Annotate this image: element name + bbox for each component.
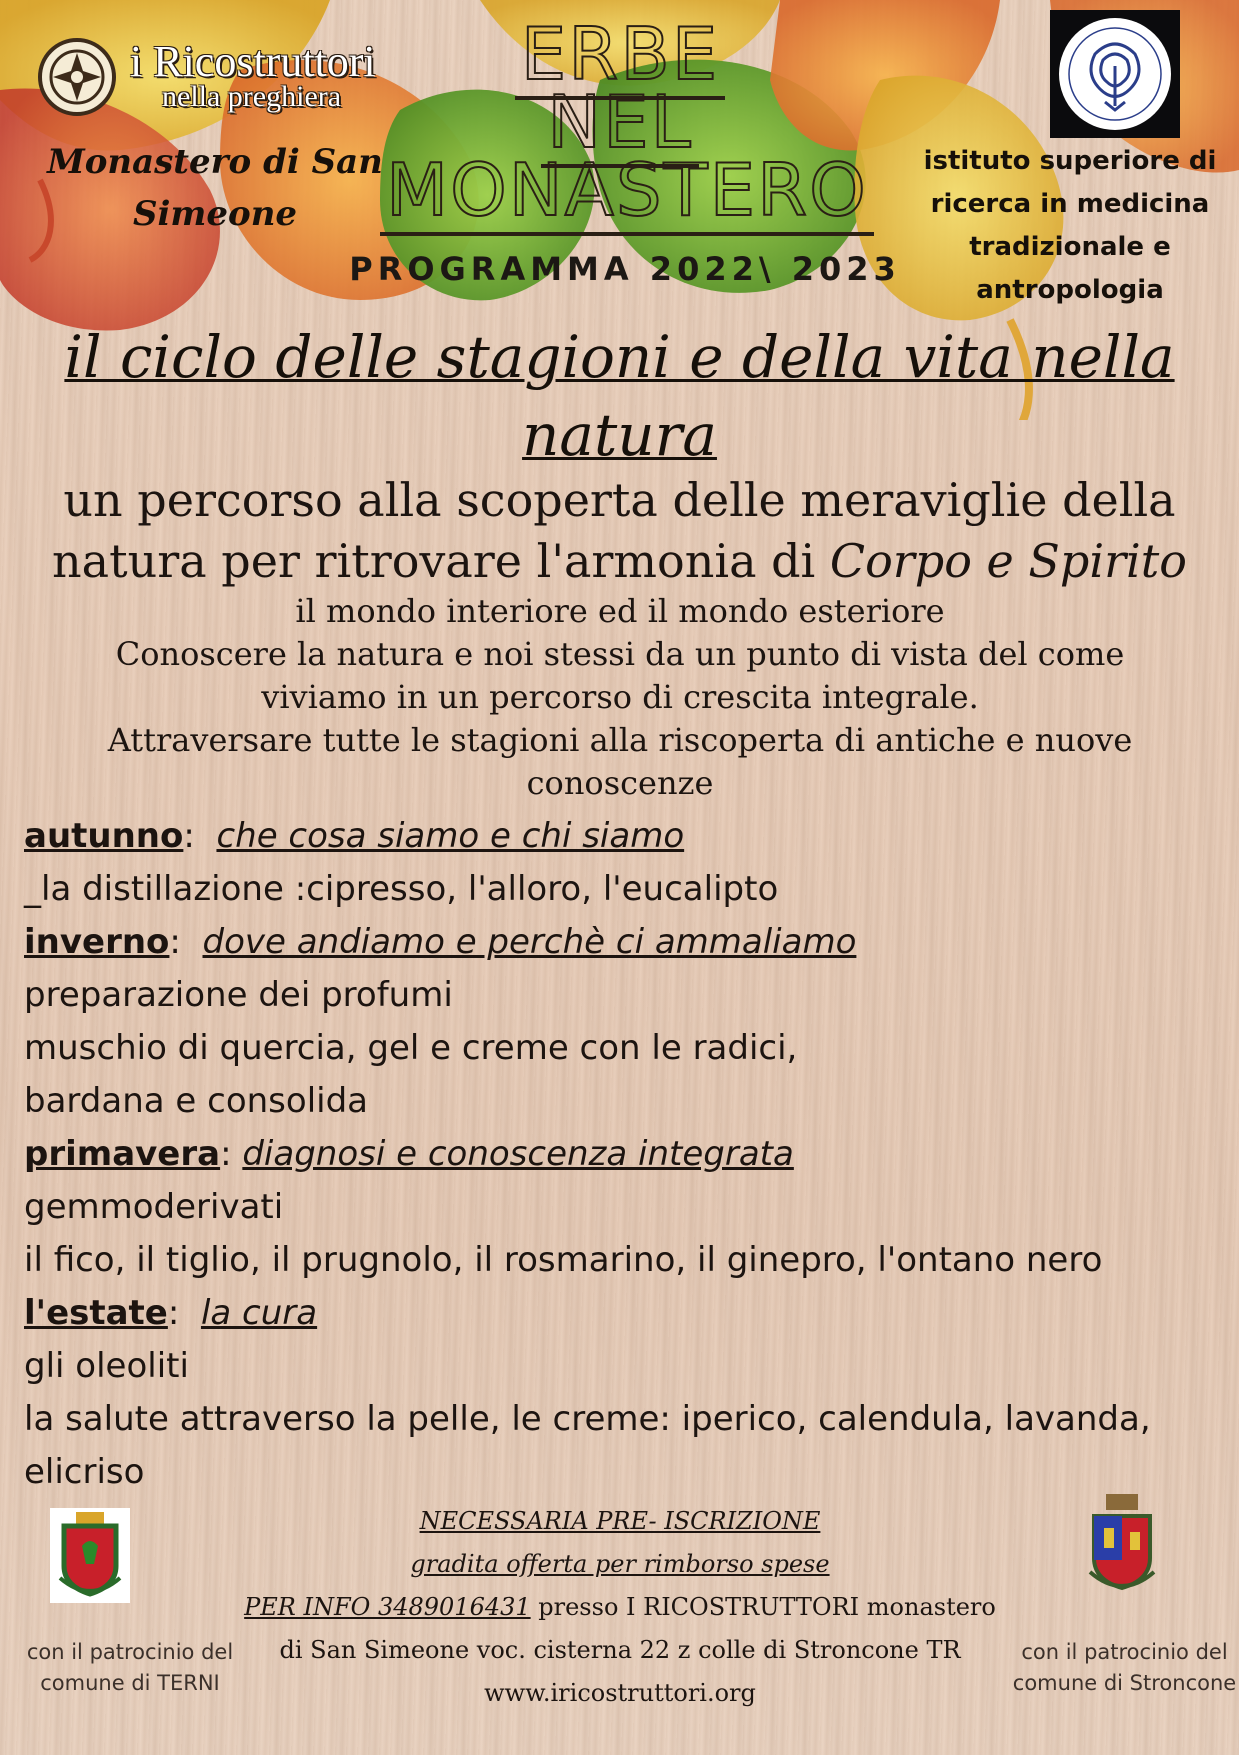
monastero-line: Simeone: [132, 194, 298, 234]
footer-info: [170, 1500, 1070, 1715]
season-detail: elicriso: [24, 1452, 145, 1492]
patron-stroncone: [1010, 1637, 1239, 1699]
season-detail: bardana e consolida: [24, 1081, 369, 1121]
subtitle-line: [0, 531, 1239, 592]
subtitle-emphasis: Corpo e Spirito: [829, 534, 1187, 588]
info-phone-link[interactable]: PER INFO 3489016431: [244, 1593, 531, 1621]
subtitle-line: un percorso alla scoperta delle meraviglie della: [63, 473, 1176, 527]
season-name: primavera: [24, 1134, 221, 1174]
title-line: NEL: [541, 80, 698, 168]
patron-line: con il patrocinio del: [1021, 1640, 1228, 1664]
terni-crest-icon: [50, 1508, 130, 1603]
ricostruttori-emblem-icon: [38, 38, 116, 116]
title-line: MONASTERO: [380, 148, 874, 236]
season-heading-summer: l'estate: la cura: [24, 1293, 318, 1333]
intro-text: [30, 590, 1210, 805]
season-detail: la salute attraverso la pelle, le creme: iperico, calendula, lavanda,: [24, 1399, 1151, 1439]
season-detail: muschio di quercia, gel e creme con le radici,: [24, 1028, 798, 1068]
season-heading-winter: inverno: dove andiamo e perchè ci ammaliamo: [24, 922, 857, 962]
stroncone-crest-icon: [1082, 1492, 1162, 1587]
season-theme: diagnosi e conoscenza integrata: [242, 1134, 794, 1174]
programma-label: PROGRAMMA 2022\ 2023: [349, 250, 901, 288]
intro-line: il mondo interiore ed il mondo esteriore: [295, 592, 945, 630]
season-detail: il fico, il tiglio, il prugnolo, il rosmarino, il ginepro, l'ontano nero: [24, 1240, 1103, 1280]
institute-line: antropologia: [976, 275, 1164, 305]
patron-line: comune di TERNI: [40, 1671, 220, 1695]
logo-subtitle: nella preghiera: [162, 80, 342, 113]
subtitle: [0, 470, 1239, 592]
address: di San Simeone voc. cisterna 22 z colle di Stroncone TR: [279, 1636, 961, 1664]
season-heading-autumn: autunno: che cosa siamo e chi siamo: [24, 816, 685, 856]
info-text: presso I RICOSTRUTTORI monastero: [530, 1593, 996, 1621]
subtitle-text: natura per ritrovare l'armonia di: [52, 534, 830, 588]
intro-line: Conoscere la natura e noi stessi da un punto di vista del come: [115, 635, 1125, 673]
institute-line: istituto superiore di: [923, 146, 1217, 176]
intro-line: Attraversare tutte le stagioni alla riscoperta di antiche e nuove: [107, 721, 1133, 759]
institute-name: [905, 140, 1235, 312]
title-line: ERBE: [515, 12, 725, 100]
institute-line: tradizionale e: [969, 232, 1171, 262]
season-name: inverno: [24, 922, 170, 962]
season-theme: che cosa siamo e chi siamo: [216, 816, 685, 856]
institute-line: ricerca in medicina: [930, 189, 1210, 219]
preiscrizione-note: NECESSARIA PRE- ISCRIZIONE: [419, 1507, 821, 1535]
patron-terni: [20, 1637, 240, 1699]
ricostruttori-logo: [32, 30, 422, 120]
season-heading-spring: primavera: diagnosi e conoscenza integrata: [24, 1134, 794, 1174]
monastero-name: [20, 136, 410, 240]
main-title: il ciclo delle stagioni e della vita nella natura: [64, 323, 1175, 469]
intro-line: conoscenze: [526, 764, 714, 802]
offerta-note: gradita offerta per rimborso spese: [410, 1550, 830, 1578]
intro-line: viviamo in un percorso di crescita integrale.: [261, 678, 979, 716]
patron-line: comune di Stroncone: [1012, 1671, 1237, 1695]
season-detail: gemmoderivati: [24, 1187, 284, 1227]
event-title: [380, 12, 868, 232]
season-name: l'estate: [24, 1293, 168, 1333]
season-detail: gli oleoliti: [24, 1346, 189, 1386]
website-link[interactable]: www.iricostruttori.org: [484, 1679, 756, 1707]
season-detail: preparazione dei profumi: [24, 975, 453, 1015]
season-name: autunno: [24, 816, 184, 856]
patron-line: con il patrocinio del: [26, 1640, 234, 1664]
seasons-program: [24, 810, 1224, 1499]
institute-logo-icon: [1050, 10, 1180, 138]
season-theme: dove andiamo e perchè ci ammaliamo: [202, 922, 857, 962]
season-detail: _la distillazione :cipresso, l'alloro, l'eucalipto: [24, 869, 779, 909]
monastero-line: Monastero di San: [47, 142, 383, 182]
season-theme: la cura: [200, 1293, 318, 1333]
logo-name: i Ricostruttori: [130, 37, 376, 86]
